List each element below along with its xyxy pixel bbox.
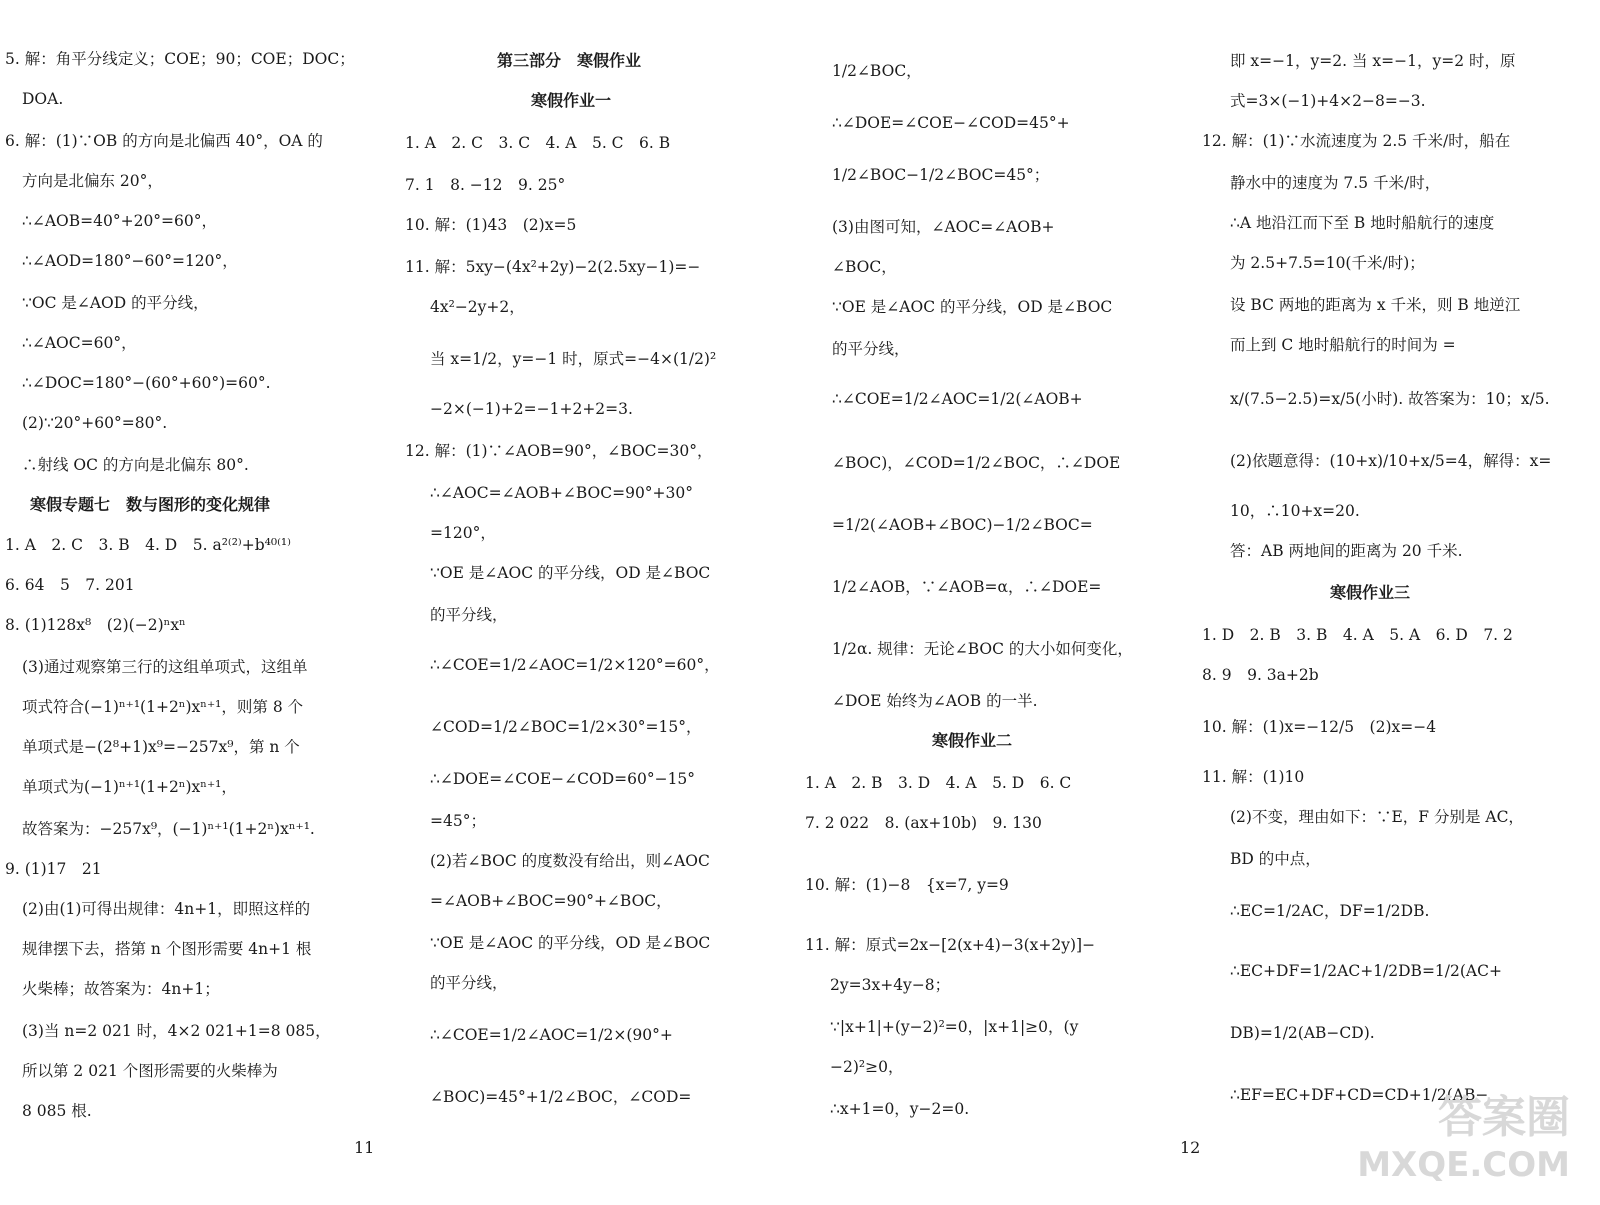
page-number-left: 11 bbox=[354, 1138, 375, 1157]
text-line: =1/2(∠AOB+∠BOC)−1/2∠BOC= bbox=[832, 516, 1093, 534]
text-line: ∵OE 是∠AOC 的平分线，OD 是∠BOC bbox=[430, 934, 711, 952]
text-line: ∴EF=EC+DF+CD=CD+1/2(AB− bbox=[1230, 1086, 1489, 1104]
watermark-url: MXQE.COM bbox=[1357, 1145, 1570, 1185]
text-line: =∠AOB+∠BOC=90°+∠BOC， bbox=[430, 892, 672, 910]
text-line: ∴∠COE=1/2∠AOC=1/2×120°=60°， bbox=[430, 656, 720, 674]
text-line: 1. A 2. B 3. D 4. A 5. D 6. C bbox=[805, 774, 1072, 792]
text-line: 11. 解：原式=2x−[2(x+4)−3(x+2y)]− bbox=[805, 936, 1096, 954]
part-heading: 第三部分 寒假作业 bbox=[497, 51, 642, 70]
text-line: 1/2∠BOC−1/2∠BOC=45°； bbox=[832, 166, 1050, 184]
text-line: 11. 解：5xy−(4x²+2y)−2(2.5xy−1)=− bbox=[405, 258, 701, 276]
text-line: ∠BOC， bbox=[832, 258, 897, 276]
text-line: −2×(−1)+2=−1+2+2=3. bbox=[430, 400, 633, 418]
text-line: 设 BC 两地的距离为 x 千米，则 B 地逆江 bbox=[1230, 296, 1521, 314]
text-line: ∴∠AOB=40°+20°=60°， bbox=[22, 212, 218, 230]
text-line: ∴∠COE=1/2∠AOC=1/2×(90°+ bbox=[430, 1026, 673, 1044]
text-line: 7. 2 022 8. (ax+10b) 9. 130 bbox=[805, 814, 1042, 832]
text-line: ∴EC+DF=1/2AC+1/2DB=1/2(AC+ bbox=[1230, 962, 1502, 980]
text-line: ∴∠AOC=∠AOB+∠BOC=90°+30° bbox=[430, 484, 694, 502]
text-line: ∴EC=1/2AC，DF=1/2DB. bbox=[1230, 902, 1430, 920]
text-line: 10，∴10+x=20. bbox=[1230, 502, 1360, 520]
text-line: 所以第 2 021 个图形需要的火柴棒为 bbox=[22, 1062, 278, 1080]
text-line: 4x²−2y+2， bbox=[430, 298, 525, 316]
text-line: DOA. bbox=[22, 90, 64, 108]
section-heading: 寒假专题七 数与图形的变化规律 bbox=[30, 495, 271, 514]
text-line: 8. (1)128x⁸ (2)(−2)ⁿxⁿ bbox=[5, 616, 186, 634]
text-line: (2)∵20°+60°=80°. bbox=[22, 414, 168, 432]
text-line: 6. 64 5 7. 201 bbox=[5, 576, 135, 594]
text-line: ∴∠COE=1/2∠AOC=1/2(∠AOB+ bbox=[832, 390, 1083, 408]
text-line: 7. 1 8. −12 9. 25° bbox=[405, 176, 566, 194]
text-line: 2y=3x+4y−8； bbox=[830, 976, 951, 994]
text-line: ∴A 地沿江而下至 B 地时船航行的速度 bbox=[1230, 214, 1495, 232]
text-line: 8. 9 9. 3a+2b bbox=[1202, 666, 1319, 684]
text-line: (2)依题意得：(10+x)/10+x/5=4，解得：x= bbox=[1230, 452, 1552, 470]
text-line: −2)²≥0， bbox=[830, 1058, 904, 1076]
text-line: 1/2α. 规律：无论∠BOC 的大小如何变化， bbox=[832, 640, 1133, 658]
text-line: 火柴棒；故答案为：4n+1； bbox=[22, 980, 220, 998]
text-line: x/(7.5−2.5)=x/5(小时). 故答案为：10；x/5. bbox=[1230, 390, 1550, 408]
text-line: 为 2.5+7.5=10(千米/时)； bbox=[1230, 254, 1425, 272]
text-line: ∠COD=1/2∠BOC=1/2×30°=15°， bbox=[430, 718, 702, 736]
text-line: 的平分线， bbox=[430, 974, 508, 992]
text-line: (3)通过观察第三行的这组单项式，这组单 bbox=[22, 658, 308, 676]
watermark-logo: 答案圈 bbox=[1438, 1092, 1570, 1143]
text-line: ∴∠AOD=180°−60°=120°， bbox=[22, 252, 238, 270]
text-line: 规律摆下去，搭第 n 个图形需要 4n+1 根 bbox=[22, 940, 312, 958]
text-line: 9. (1)17 21 bbox=[5, 860, 102, 878]
text-line: ∵OE 是∠AOC 的平分线，OD 是∠BOC bbox=[430, 564, 711, 582]
text-line: ∵OC 是∠AOD 的平分线， bbox=[22, 294, 209, 312]
text-line: 而上到 C 地时船航行的时间为 = bbox=[1230, 336, 1456, 354]
text-line: ∵OE 是∠AOC 的平分线，OD 是∠BOC bbox=[832, 298, 1113, 316]
text-line: 项式符合(−1)ⁿ⁺¹(1+2ⁿ)xⁿ⁺¹，则第 8 个 bbox=[22, 698, 304, 716]
text-line: ∴∠DOE=∠COE−∠COD=60°−15° bbox=[430, 770, 696, 788]
page-number-right: 12 bbox=[1180, 1138, 1201, 1157]
text-line: 式=3×(−1)+4×2−8=−3. bbox=[1230, 92, 1426, 110]
text-line: ∠BOC)，∠COD=1/2∠BOC，∴∠DOE bbox=[832, 454, 1121, 472]
text-line: =45°； bbox=[430, 812, 486, 830]
section-heading: 寒假作业一 bbox=[531, 91, 612, 110]
text-line: 答：AB 两地间的距离为 20 千米. bbox=[1230, 542, 1463, 560]
text-line: 1/2∠AOB，∵∠AOB=α，∴∠DOE= bbox=[832, 578, 1102, 596]
text-line: 12. 解：(1)∵水流速度为 2.5 千米/时，船在 bbox=[1202, 132, 1511, 150]
text-line: 11. 解：(1)10 bbox=[1202, 768, 1305, 786]
text-line: BD 的中点， bbox=[1230, 850, 1321, 868]
text-line: 当 x=1/2，y=−1 时，原式=−4×(1/2)² bbox=[430, 350, 717, 368]
text-line: 1. A 2. C 3. B 4. D 5. a²⁽²⁾+b⁴⁰⁽¹⁾ bbox=[5, 536, 291, 554]
text-line: 10. 解：(1)43 (2)x=5 bbox=[405, 216, 577, 234]
text-line: 的平分线， bbox=[430, 606, 508, 624]
text-line: ∠DOE 始终为∠AOB 的一半. bbox=[832, 692, 1038, 710]
text-line: ∴∠DOC=180°−(60°+60°)=60°. bbox=[22, 374, 271, 392]
text-line: ∵|x+1|+(y−2)²=0，|x+1|≥0，(y bbox=[830, 1018, 1079, 1036]
text-line: 6. 解：(1)∵OB 的方向是北偏西 40°，OA 的 bbox=[5, 132, 323, 150]
text-line: 1. D 2. B 3. B 4. A 5. A 6. D 7. 2 bbox=[1202, 626, 1513, 644]
text-line: ∴∠AOC=60°， bbox=[22, 334, 137, 352]
text-line: 故答案为：−257x⁹，(−1)ⁿ⁺¹(1+2ⁿ)xⁿ⁺¹. bbox=[22, 820, 315, 838]
section-heading: 寒假作业三 bbox=[1330, 583, 1411, 602]
text-line: (2)若∠BOC 的度数没有给出，则∠AOC bbox=[430, 852, 710, 870]
text-line: 10. 解：(1)x=−12/5 (2)x=−4 bbox=[1202, 718, 1437, 736]
text-line: 即 x=−1，y=2. 当 x=−1，y=2 时，原 bbox=[1230, 52, 1516, 70]
text-line: DB)=1/2(AB−CD). bbox=[1230, 1024, 1375, 1042]
text-line: 单项式是−(2⁸+1)x⁹=−257x⁹，第 n 个 bbox=[22, 738, 300, 756]
text-line: 静水中的速度为 7.5 千米/时， bbox=[1230, 174, 1441, 192]
text-line: (3)由图可知，∠AOC=∠AOB+ bbox=[832, 218, 1055, 236]
text-line: 方向是北偏东 20°， bbox=[22, 172, 163, 190]
text-line: ∴x+1=0，y−2=0. bbox=[830, 1100, 970, 1118]
text-line: 1/2∠BOC， bbox=[832, 62, 922, 80]
text-line: 的平分线， bbox=[832, 340, 910, 358]
text-line: 10. 解：(1)−8 {x=7, y=9 bbox=[805, 876, 1009, 894]
text-line: ∴射线 OC 的方向是北偏东 80°. bbox=[22, 456, 249, 474]
section-heading: 寒假作业二 bbox=[932, 731, 1013, 750]
text-line: ∴∠DOE=∠COE−∠COD=45°+ bbox=[832, 114, 1070, 132]
text-line: 8 085 根. bbox=[22, 1102, 92, 1120]
text-line: (3)当 n=2 021 时，4×2 021+1=8 085， bbox=[22, 1022, 331, 1040]
text-line: 12. 解：(1)∵∠AOB=90°，∠BOC=30°， bbox=[405, 442, 713, 460]
text-line: 1. A 2. C 3. C 4. A 5. C 6. B bbox=[405, 134, 671, 152]
text-line: (2)不变，理由如下：∵E，F 分别是 AC， bbox=[1230, 808, 1524, 826]
text-line: 5. 解：角平分线定义；COE；90；COE；DOC； bbox=[5, 50, 355, 68]
text-line: 单项式为(−1)ⁿ⁺¹(1+2ⁿ)xⁿ⁺¹， bbox=[22, 778, 237, 796]
text-line: (2)由(1)可得出规律：4n+1，即照这样的 bbox=[22, 900, 311, 918]
text-line: ∠BOC)=45°+1/2∠BOC，∠COD= bbox=[430, 1088, 692, 1106]
text-line: =120°， bbox=[430, 524, 496, 542]
